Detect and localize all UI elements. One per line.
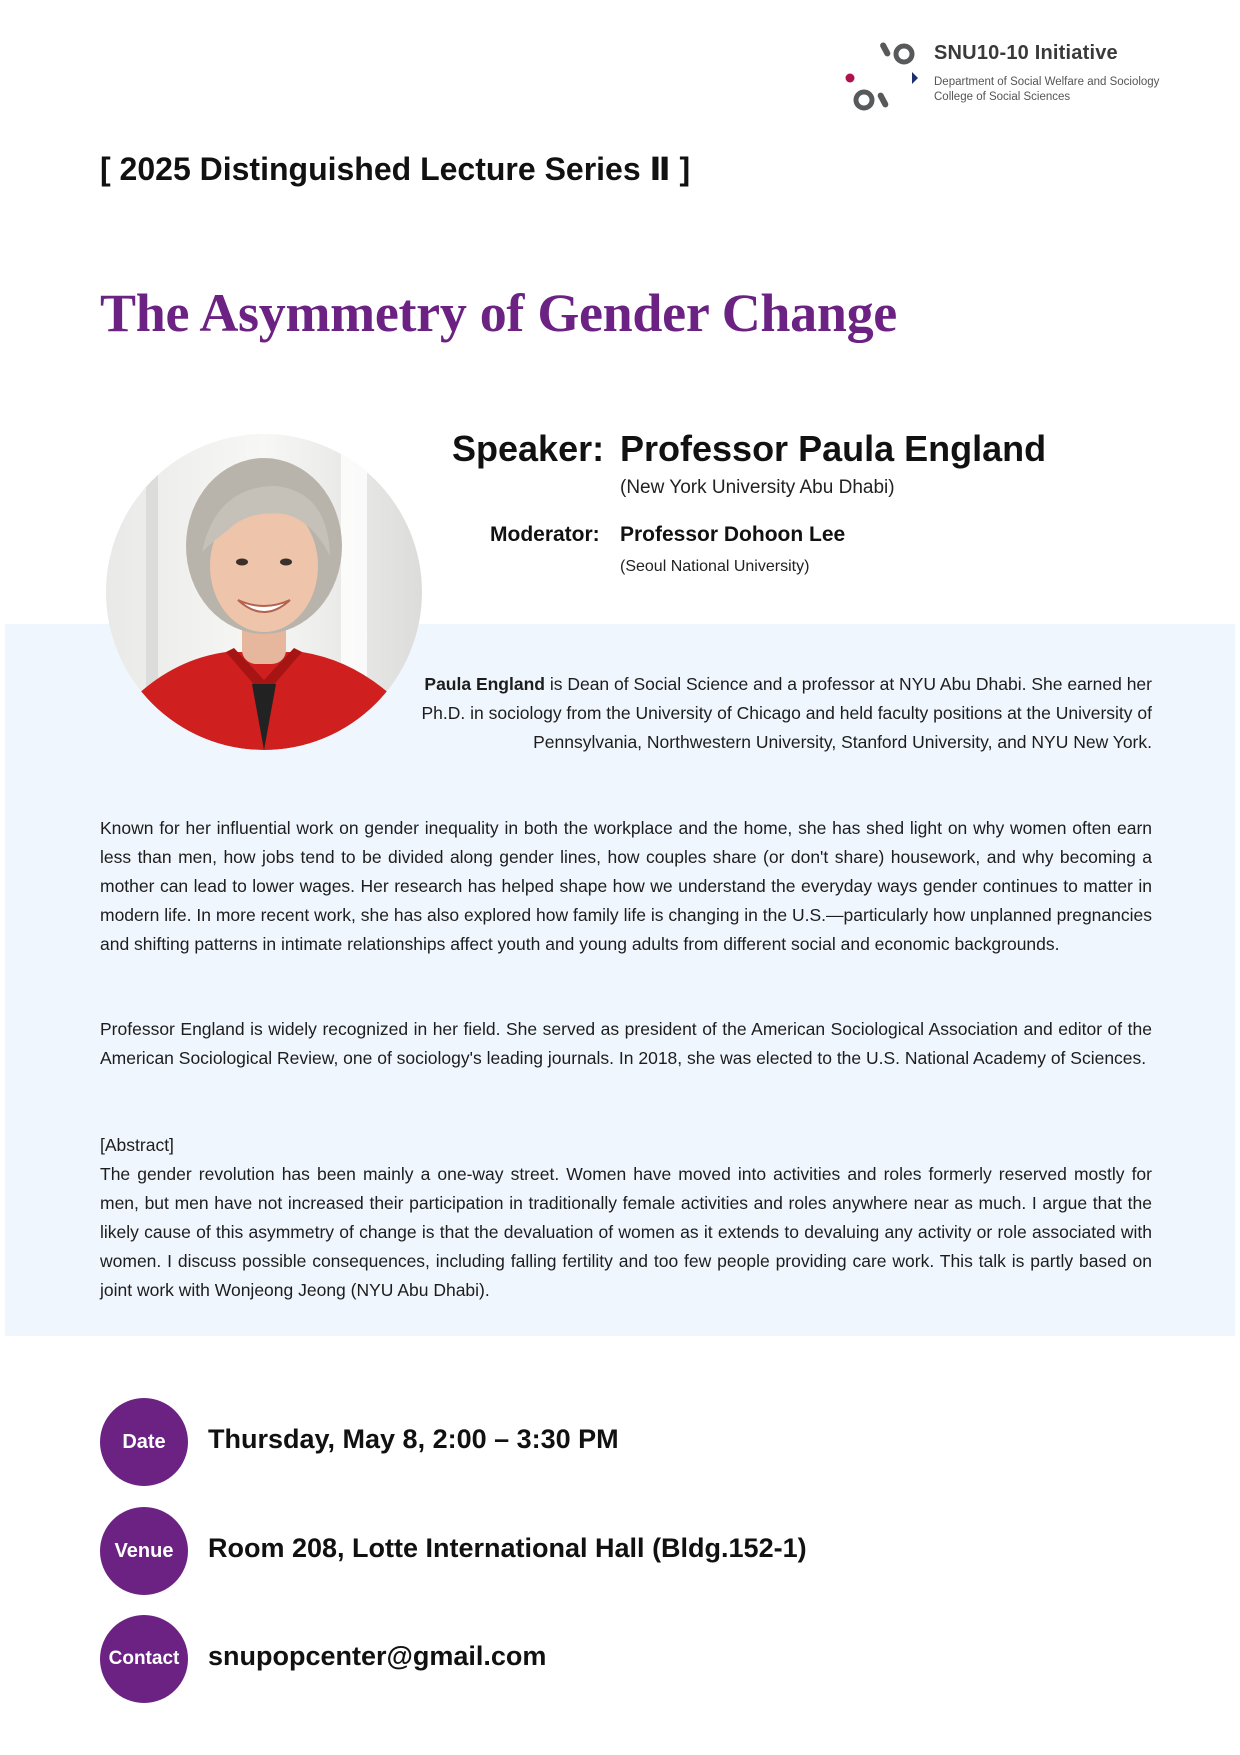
bio-paragraph-1-text: is Dean of Social Science and a professor at NYU Abu Dhabi. She earned her Ph.D. in sociology from the University of Chicago and held faculty positions at the University of Pennsylvania, Northwestern University, Stanford University, and NYU New York. [421, 674, 1152, 752]
contact-badge: Contact [100, 1615, 188, 1703]
lecture-series-heading: [ 2025 Distinguished Lecture Series Ⅱ ] [100, 151, 691, 187]
abstract-label: [Abstract] [100, 1135, 174, 1155]
bio-paragraph-1 [400, 670, 1152, 757]
speaker-affiliation: (New York University Abu Dhabi) [620, 477, 895, 498]
event-date: Thursday, May 8, 2:00 – 3:30 PM [208, 1424, 619, 1454]
bio-paragraph-3: Professor England is widely recognized in her field. She served as president of the American Sociological Association and editor of the American Sociological Review, one of sociology's leading journals. In 2018, she was elected to the U.S. National Academy of Sciences. [100, 1019, 1152, 1068]
moderator-affiliation: (Seoul National University) [620, 558, 810, 575]
logo-department: Department of Social Welfare and Sociology [934, 76, 1160, 88]
logo-subtitle [934, 75, 1159, 105]
contact-email[interactable]: snupopcenter@gmail.com [208, 1641, 547, 1671]
lecture-title: The Asymmetry of Gender Change [100, 283, 897, 343]
venue-badge: Venue [100, 1507, 188, 1595]
speaker-name: Professor Paula England [620, 428, 1047, 469]
event-venue: Room 208, Lotte International Hall (Bldg.152-1) [208, 1533, 807, 1563]
speaker-label: Speaker: [452, 428, 605, 469]
logo-college: College of Social Sciences [934, 91, 1071, 103]
moderator-label: Moderator: [490, 523, 600, 546]
speaker-photo [106, 434, 422, 750]
logo-title: SNU10-10 Initiative [934, 42, 1118, 64]
snu10-10-logo-icon [842, 38, 922, 118]
date-badge: Date [100, 1398, 188, 1486]
abstract-text: The gender revolution has been mainly a one-way street. Women have moved into activities and roles formerly reserved mostly for men, but men have not increased their participation in traditionally female activities and roles anywhere near as much. I argue that the likely cause of this asymmetry of change is that the devaluation of women as it extends to devaluing any activity or role associated with women. I discuss possible consequences, including falling fertility and too few people providing care work. This talk is partly based on joint work with Wonjeong Jeong (NYU Abu Dhabi). [100, 1164, 1152, 1300]
bio-speaker-name: Paula England [424, 674, 545, 694]
moderator-name: Professor Dohoon Lee [620, 523, 846, 546]
bio-paragraph-2: Known for her influential work on gender inequality in both the workplace and the home, she has shed light on why women often earn less than men, how jobs tend to be divided along gender lines, how couples share (or don't share) housework, and why becoming a mother can lead to lower wages. Her research has helped shape how we understand the everyday ways gender continues to matter in modern life. In more recent work, she has also explored how family life is changing in the U.S.—particularly how unplanned pregnancies and shifting patterns in intimate relationships affect youth and young adults from different social and economic backgrounds. [100, 818, 1152, 954]
